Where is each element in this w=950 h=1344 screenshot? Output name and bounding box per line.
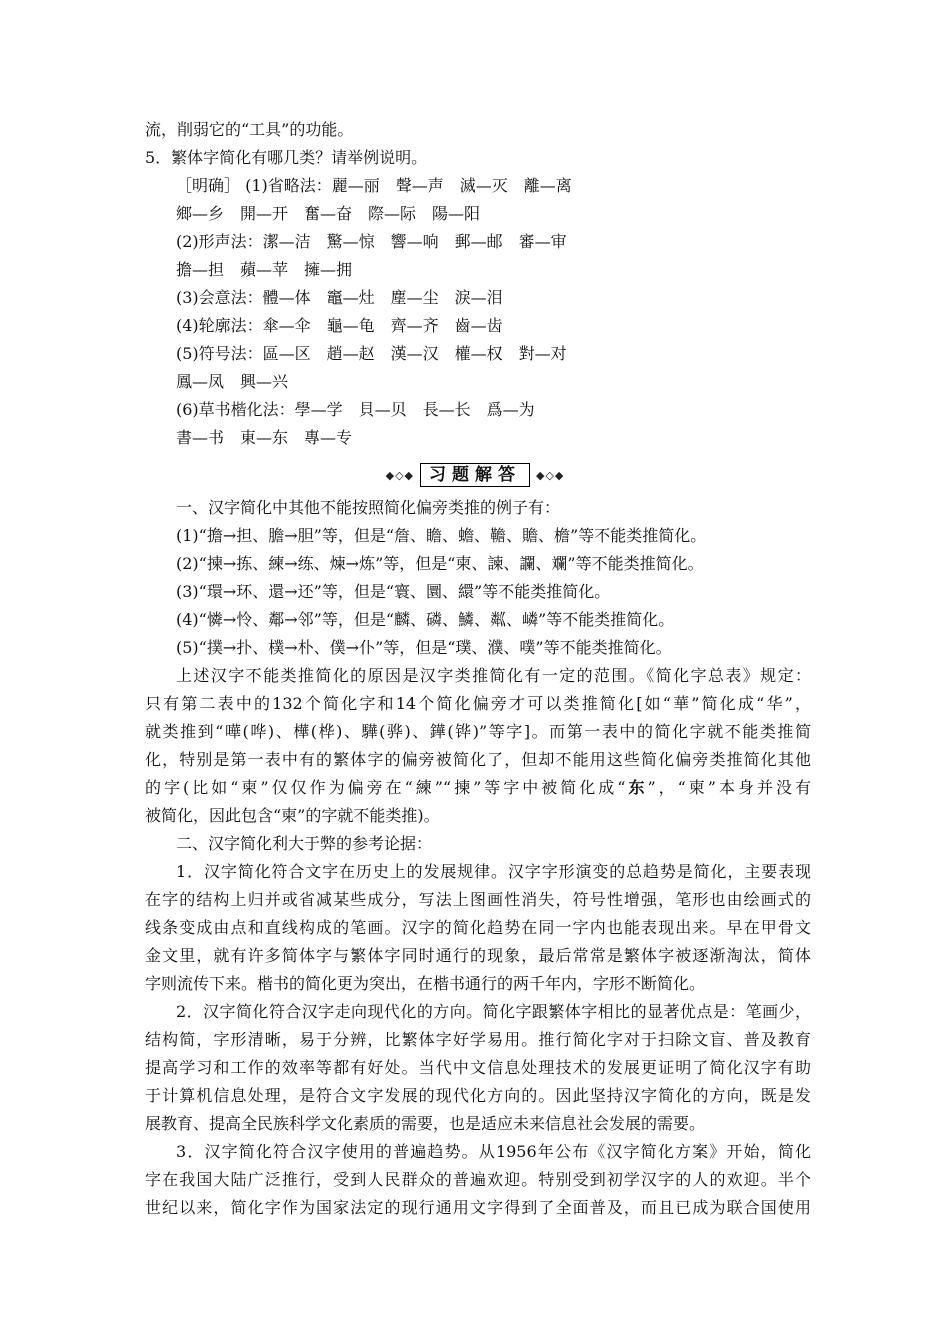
paragraph-line: 2．汉字简化符合汉字走向现代化的方向。简化字跟繁体字相比的显著优点是：笔画少， [176, 1002, 811, 1021]
paragraph-line: 只有第二表中的132个简化字和14个简化偏旁才可以类推简化[如“華”简化成“华”， [145, 694, 811, 713]
section-title: 习题解答 [420, 463, 530, 487]
list-item: (1)“擔→担、膽→胆”等，但是“詹、瞻、蟾、韂、贍、檐”等不能类推简化。 [176, 526, 707, 545]
list-item: (2)“揀→拣、練→练、煉→炼”等，但是“柬、諫、讕、斕”等不能类推简化。 [176, 554, 704, 573]
list-item: (3)“環→环、還→还”等，但是“寰、圜、繯”等不能类推简化。 [176, 582, 611, 601]
paragraph-line: 上述汉字不能类推简化的原因是汉字类推简化有一定的范围。《简化字总表》规定： [176, 666, 811, 685]
paragraph-line: 金文里，就有许多简体字与繁体字同时通行的现象，最后常常是繁体字被逐渐淘汰，简体 [145, 946, 811, 965]
diamond-decoration-right: ◆◇◆ [536, 468, 565, 482]
paragraph-line: 化，特别是第一表中有的繁体字的偏旁被简化了，但却不能用这些简化偏旁类推简化其他 [145, 750, 811, 769]
paragraph-line: 结构简，字形清晰，易于分辨，比繁体字好学易用。推行简化字对于扫除文盲、普及教育 [145, 1030, 811, 1049]
answer-line: 鳳—凤 興—兴 [176, 372, 289, 391]
paragraph-line: 展教育、提高全民族科学文化素质的需要，也是适应未来信息社会发展的需要。 [145, 1114, 706, 1133]
paragraph-line: 线条变成由点和直线构成的笔画。汉字的简化趋势在同一字内也能表现出来。早在甲骨文 [145, 918, 811, 937]
paragraph-line: 世纪以来，简化字作为国家法定的现行通用文字得到了全面普及，而且已成为联合国使用 [145, 1198, 811, 1217]
text-line: 流，削弱它的“工具”的功能。 [145, 120, 354, 139]
paragraph-text: 的字(比如“柬”仅仅作为偏旁在“練”“揀”等字中被简化成“ [145, 778, 626, 797]
question-5: 5．繁体字简化有哪几类？请举例说明。 [145, 148, 428, 167]
answer-line: 鄉—乡 開—开 奮—奋 際—际 陽—阳 [176, 204, 481, 223]
answer-line: 擔—担 蘋—苹 擁—拥 [176, 260, 353, 279]
paragraph-line: 3．汉字简化符合汉字使用的普遍趋势。从1956年公布《汉字简化方案》开始，简化 [176, 1142, 811, 1161]
paragraph-line: 在字的结构上归并或省减某些成分，写法上图画性消失，符号性增强，笔形也由绘画式的 [145, 890, 811, 909]
exercise-2-intro: 二、汉字简化利大于弊的参考论据： [176, 834, 433, 853]
list-item: (4)“憐→怜、鄰→邻”等，但是“麟、磷、鱗、粼、嶙”等不能类推简化。 [176, 610, 675, 629]
paragraph-line: 字则流传下来。楷书的简化更为突出，在楷书通行的两千年内，字形不断简化。 [145, 974, 706, 993]
answer-line: 書—书 東—东 專—专 [176, 428, 353, 447]
paragraph-text: ”，“柬”本身并没有 [647, 778, 811, 797]
answer-line: ［明确］ (1)省略法：麗—丽 聲—声 滅—灭 離—离 [176, 176, 572, 195]
paragraph-line: 被简化，因此包含“柬”的字就不能类推)。 [145, 806, 440, 825]
answer-line: (5)符号法：區—区 趙—赵 漢—汉 權—权 對—对 [176, 344, 567, 363]
list-item: (5)“撲→扑、樸→朴、僕→仆”等，但是“璞、濮、噗”等不能类推简化。 [176, 638, 672, 657]
diamond-decoration-left: ◆◇◆ [385, 468, 414, 482]
exercise-1-intro: 一、汉字简化中其他不能按照简化偏旁类推的例子有： [176, 498, 561, 517]
paragraph-line: 字在我国大陆广泛推行，受到人民群众的普遍欢迎。特别受到初学汉字的人的欢迎。半个 [145, 1170, 811, 1189]
paragraph-line: 于计算机信息处理，是符合文字发展的现代化方向的。因此坚持汉字简化的方向，既是发 [145, 1086, 811, 1105]
answer-line: (3)会意法：體—体 竈—灶 塵—尘 淚—泪 [176, 288, 503, 307]
answer-line: (4)轮廓法：傘—伞 龜—龟 齊—齐 齒—齿 [176, 316, 503, 335]
paragraph-line: 就类推到“嘩(哗)、樺(桦)、驊(骅)、鏵(铧)”等字]。而第一表中的简化字就不能类推简 [145, 722, 811, 741]
paragraph-line [145, 777, 811, 799]
answer-line: (6)草书楷化法：學—学 貝—贝 長—长 爲—为 [176, 400, 535, 419]
answer-line: (2)形声法：潔—洁 驚—惊 響—响 郵—邮 審—审 [176, 232, 567, 251]
paragraph-line: 1．汉字简化符合文字在历史上的发展规律。汉字字形演变的总趋势是简化，主要表现 [176, 862, 811, 881]
section-header [0, 462, 950, 488]
bold-character: 东 [625, 778, 648, 797]
paragraph-line: 提高学习和工作的效率等都有好处。当代中文信息处理技术的发展更证明了简化汉字有助 [145, 1058, 811, 1077]
